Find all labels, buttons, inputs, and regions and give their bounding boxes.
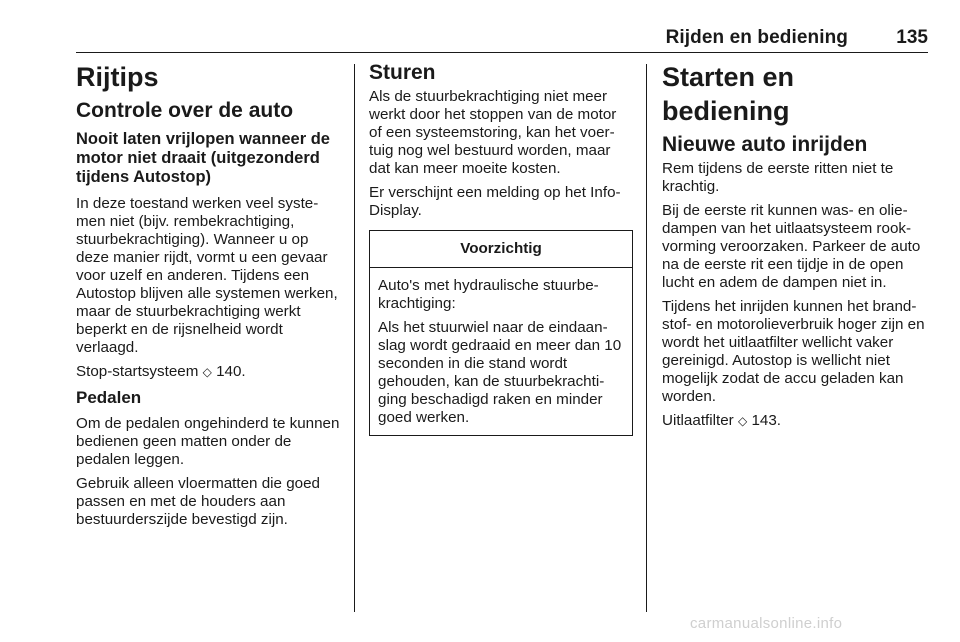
column-right — [662, 60, 928, 436]
caution-paragraph: Auto's met hydraulische stuurbe-krachtiging: — [378, 277, 599, 312]
section-heading-inrijden: Nieuwe auto inrijden — [662, 133, 868, 156]
column-divider-2 — [646, 64, 647, 612]
chapter-title-starten: Starten en bediening — [662, 62, 795, 126]
reference-page: 143. — [751, 412, 782, 429]
chapter-title: Rijtips — [76, 62, 159, 92]
column-divider-1 — [354, 64, 355, 612]
page-reference-icon: ◇ — [202, 365, 212, 379]
caution-body — [370, 268, 632, 435]
paragraph: In deze toestand werken veel syste-men niet (bijv. rembekrachtiging, stuurbekrachtiging). Wanneer u op deze manier rijdt, vormt u een gevaar voor uzelf en anderen. Tijdens een Autostop blijven alle systemen werken, maar de stuurbekrachtiging werkt beperkt en de rijsnelheid wordt verlaagd. — [76, 195, 338, 356]
paragraph: Om de pedalen ongehinderd te kunnen bedienen geen matten onder de pedalen leggen. — [76, 415, 340, 468]
caution-box — [369, 230, 633, 436]
caution-paragraph: Als het stuurwiel naar de eindaan-slag wordt gedraaid en meer dan 10 seconden in die stand wordt gehouden, kan de stuurbekrachti-ging beschadigd raken en minder goed werken. — [378, 319, 622, 426]
page-number: 135 — [896, 27, 928, 48]
watermark: carmanualsonline.info — [690, 615, 843, 632]
paragraph: Tijdens het inrijden kunnen het brand-stof- en motorolieverbruik hoger zijn en wordt het uitlaatfilter wellicht vaker gereinigd. Autostop is wellicht niet mogelijk zodat de accu geladen kan worden. — [662, 298, 925, 405]
paragraph: Bij de eerste rit kunnen was- en olie-dampen van het uitlaatsysteem rook-vorming veroorzaken. Parkeer de auto na de eerste rit een tijdje in de open lucht en adem de dampen niet in. — [662, 202, 921, 291]
section-heading: Controle over de auto — [76, 99, 294, 122]
cross-reference[interactable] — [662, 412, 928, 430]
paragraph: Er verschijnt een melding op het Info-Display. — [369, 184, 621, 219]
subsection-heading: Nooit laten vrijlopen wanneer de motor niet draait (uitgezonderd tijdens Autostop) — [76, 130, 330, 186]
subsection-heading-pedals: Pedalen — [76, 388, 142, 407]
page-header — [76, 22, 928, 53]
column-middle — [369, 60, 633, 436]
page-reference-icon: ◇ — [737, 414, 748, 428]
section-heading-sturen: Sturen — [369, 61, 436, 84]
reference-page: 140. — [216, 363, 246, 380]
cross-reference[interactable] — [76, 363, 342, 381]
reference-text: Stop-startsysteem — [76, 363, 199, 380]
paragraph: Rem tijdens de eerste ritten niet te krachtig. — [662, 160, 894, 195]
paragraph: Gebruik alleen vloermatten die goed passen en met de houders aan bestuurderszijde bevestigd zijn. — [76, 475, 320, 528]
paragraph: Als de stuurbekrachtiging niet meer werkt door het stoppen van de motor of een systeemstoring, kan het voer-tuig nog wel bestuurd worden, maar dat kan meer moeite kosten. — [369, 88, 617, 177]
section-title: Rijden en bediening — [665, 27, 848, 48]
column-left — [76, 60, 342, 535]
caution-title: Voorzichtig — [370, 231, 632, 268]
reference-text: Uitlaatfilter — [662, 412, 734, 429]
